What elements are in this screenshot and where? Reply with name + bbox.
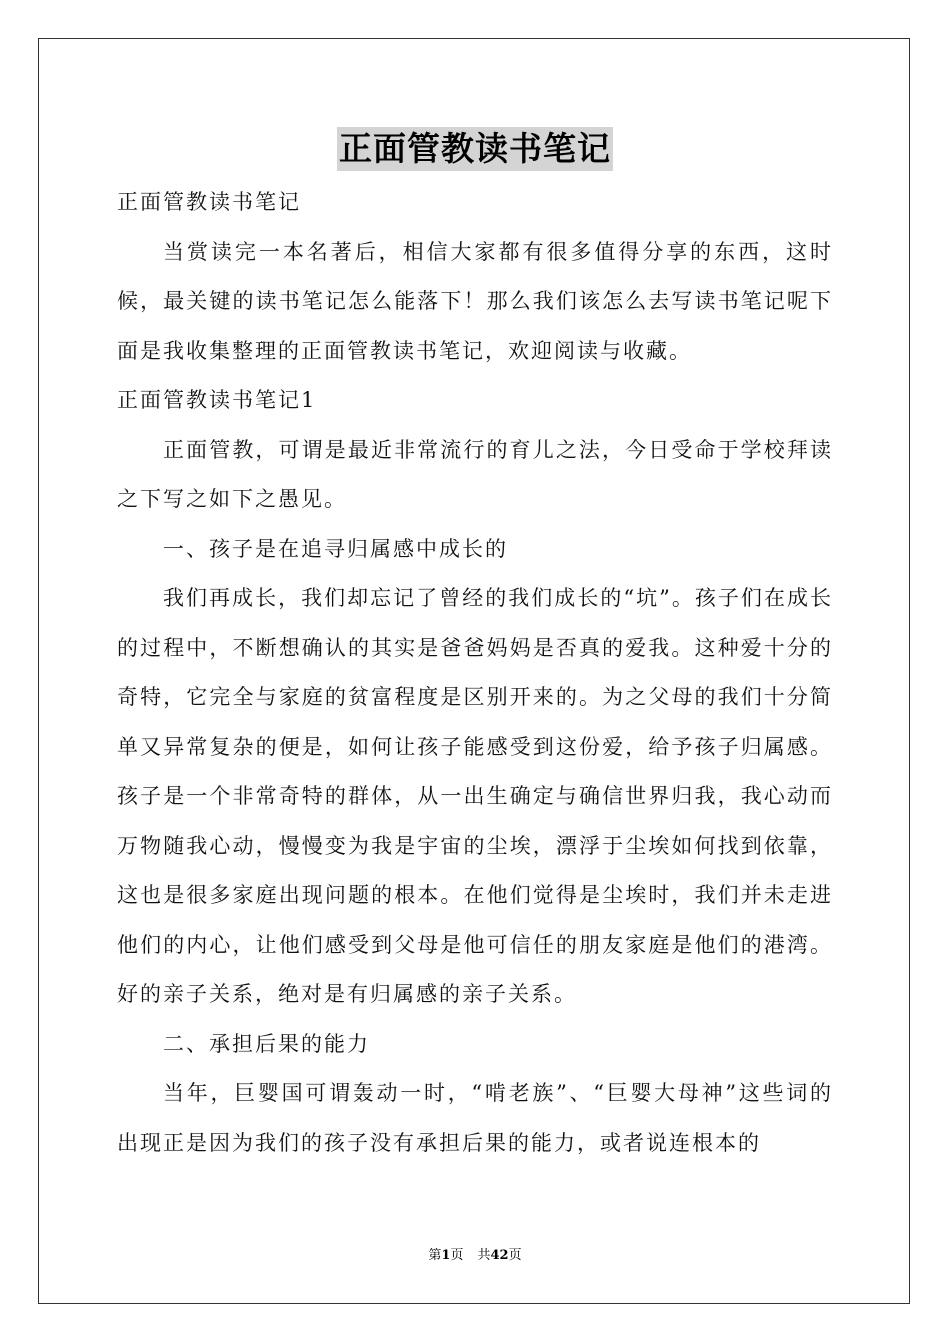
footer-total-suffix: 页 xyxy=(508,1248,522,1263)
footer-total-prefix: 共 xyxy=(477,1248,491,1263)
document-title-block xyxy=(0,127,950,171)
footer-page-suffix: 页 xyxy=(450,1248,464,1263)
document-body xyxy=(117,178,833,1168)
footer-total-pages: 42 xyxy=(490,1248,509,1263)
footer-page-prefix: 第 xyxy=(428,1248,442,1263)
paragraph-subtitle: 正面管教读书笔记 xyxy=(117,190,301,214)
paragraph-body-one: 我们再成长，我们却忘记了曾经的我们成长的“坑”。孩子们在成长的过程中，不断想确认的其实是爸爸妈妈是否真的爱我。这种爱十分的奇特，它完全与家庭的贫富程度是区别开来的。为之父母的我们十分简单又异常复杂的便是，如何让孩子能感受到这份爱，给予孩子归属感。孩子是一个非常奇特的群体，从一出生确定与确信世界归我，我心动而万物随我心动，慢慢变为我是宇宙的尘埃，漂浮于尘埃如何找到依靠，这也是很多家庭出现问题的根本。在他们觉得是尘埃时，我们并未走进他们的内心，让他们感受到父母是他可信任的朋友家庭是他们的港湾。好的亲子关系，绝对是有归属感的亲子关系。 xyxy=(117,586,833,1006)
paragraph-heading-two: 二、承担后果的能力 xyxy=(163,1031,370,1056)
paragraph-body-two: 当年，巨婴国可谓轰动一时，“啃老族”、“巨婴大母神”这些词的出现正是因为我们的孩子没有承担后果的能力，或者说连根本的 xyxy=(117,1081,833,1155)
page-footer xyxy=(0,1246,950,1266)
paragraph-intro: 当赏读完一本名著后，相信大家都有很多值得分享的东西，这时候，最关键的读书笔记怎么能落下！那么我们该怎么去写读书笔记呢下面是我收集整理的正面管教读书笔记，欢迎阅读与收藏。 xyxy=(117,239,833,363)
paragraph-section-heading: 正面管教读书笔记1 xyxy=(117,388,317,412)
document-title: 正面管教读书笔记 xyxy=(337,127,613,171)
footer-page-number: 1 xyxy=(441,1248,451,1263)
paragraph-heading-one: 一、孩子是在追寻归属感中成长的 xyxy=(163,536,508,561)
paragraph-opening: 正面管教，可谓是最近非常流行的育儿之法，今日受命于学校拜读之下写之如下之愚见。 xyxy=(117,437,833,511)
